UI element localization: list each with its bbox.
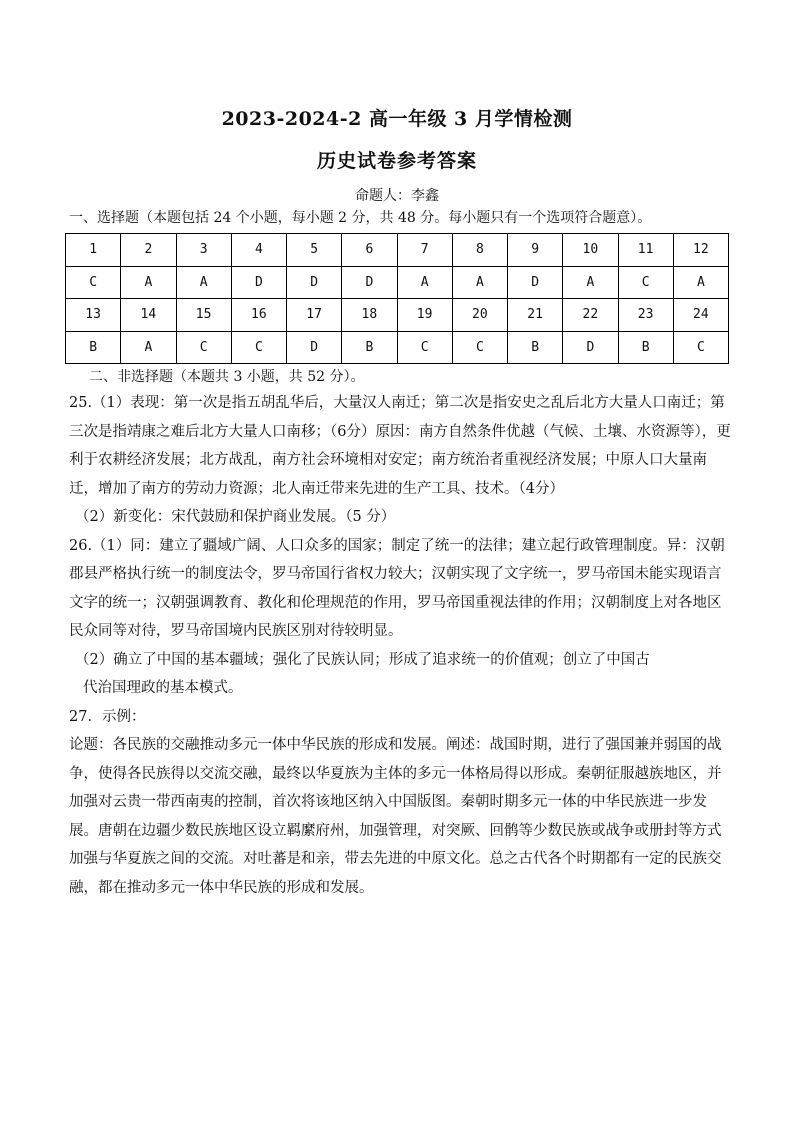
answer-table-row: [66, 266, 729, 299]
question-number-cell: 2: [121, 234, 176, 267]
section-2-heading: 二、非选择题（本题共 3 小题，共 52 分）。: [89, 369, 365, 385]
answer-letter-cell: A: [563, 266, 618, 299]
question-number-cell: 14: [121, 299, 176, 332]
answer-table: [65, 233, 729, 364]
answer-27-essay: 论题：各民族的交融推动多元一体中华民族的形成和发展。阐述：战国时期，进行了强国兼并弱国的战争，使得各民族得以交流交融，最终以华夏族为主体的多元一体格局得以形成。秦朝征服越族地区，并加强对云贵一带西南夷的控制，首次将该地区纳入中国版图。秦朝时期多元一体的中华民族进一步发展。唐朝在边疆少数民族地区设立羁縻府州，加强管理，对突厥、回鹘等少数民族或战争或册封等方式加强与华夏族之间的交流。对吐蕃是和亲，带去先进的中原文化。总之古代各个时期都有一定的民族交融，都在推动多元一体中华民族的形成和发展。: [69, 737, 722, 896]
answer-letter-cell: D: [508, 266, 563, 299]
answer-letter-cell: B: [618, 331, 673, 364]
answer-table-row: [66, 299, 729, 332]
question-number-cell: 24: [673, 299, 728, 332]
answer-letter-cell: D: [287, 331, 342, 364]
answer-letter-cell: A: [121, 331, 176, 364]
answer-25-part1: 25.（1）表现：第一次是指五胡乱华后，大量汉人南迁；第二次是指安史之乱后北方大量人口南迁；第三次是指靖康之难后北方大量人口南移；（6分）原因：南方自然条件优越（气候、土壤、水资源等），更利于农耕经济发展；北方战乱，南方社会环境相对安定；南方统治者重视经济发展；中原人口大量南迁，增加了南方的劳动力资源；北人南迁带来先进的生产工具、技术。（4分）: [69, 395, 731, 497]
question-number-cell: 15: [176, 299, 231, 332]
answer-letter-cell: C: [66, 266, 121, 299]
answer-25-part2: （2）新变化：宋代鼓励和保护商业发展。（5 分）: [75, 509, 396, 525]
answer-letter-cell: A: [397, 266, 452, 299]
answer-letter-cell: A: [452, 266, 507, 299]
answer-letter-cell: C: [452, 331, 507, 364]
answer-letter-cell: A: [176, 266, 231, 299]
question-number-cell: 10: [563, 234, 618, 267]
answer-table-row: [66, 234, 729, 267]
question-number-cell: 20: [452, 299, 507, 332]
answer-letter-cell: D: [231, 266, 286, 299]
question-number-cell: 21: [508, 299, 563, 332]
question-number-cell: 6: [342, 234, 397, 267]
question-number-cell: 5: [287, 234, 342, 267]
question-number-cell: 19: [397, 299, 452, 332]
answer-letter-cell: A: [673, 266, 728, 299]
answer-letter-cell: C: [397, 331, 452, 364]
question-number-cell: 13: [66, 299, 121, 332]
question-number-cell: 9: [508, 234, 563, 267]
question-number-cell: 18: [342, 299, 397, 332]
answer-27-label: 27．示例：: [69, 708, 146, 725]
answer-letter-cell: B: [342, 331, 397, 364]
question-number-cell: 11: [618, 234, 673, 267]
question-number-cell: 8: [452, 234, 507, 267]
document-title: 2023-2024-2 高一年级 3 月学情检测: [221, 108, 573, 130]
answer-body: [69, 389, 733, 902]
answer-letter-cell: B: [508, 331, 563, 364]
answer-letter-cell: C: [618, 266, 673, 299]
document-subtitle: 历史试卷参考答案: [316, 150, 477, 172]
answer-letter-cell: C: [176, 331, 231, 364]
answer-letter-cell: B: [66, 331, 121, 364]
question-number-cell: 22: [563, 299, 618, 332]
answer-26-part2: （2）确立了中国的基本疆域；强化了民族认同；形成了追求统一的价值观；创立了中国古: [75, 651, 650, 668]
question-number-cell: 1: [66, 234, 121, 267]
question-number-cell: 12: [673, 234, 728, 267]
answer-table-row: [66, 331, 729, 364]
author-line: 命题人：李鑫: [355, 188, 439, 204]
answer-letter-cell: C: [673, 331, 728, 364]
answer-letter-cell: D: [342, 266, 397, 299]
question-number-cell: 4: [231, 234, 286, 267]
answer-26-part1: 26.（1）同：建立了疆域广阔、人口众多的国家；制定了统一的法律；建立起行政管理制度。异：汉朝郡县严格执行统一的制度法令，罗马帝国行省权力较大；汉朝实现了文字统一，罗马帝国未能实现语言文字的统一；汉朝强调教育、教化和伦理规范的作用，罗马帝国重视法律的作用；汉朝制度上对各地区民众同等对待，罗马帝国境内民族区别对待较明显。: [69, 537, 725, 639]
answer-letter-cell: C: [231, 331, 286, 364]
section-1-heading: 一、选择题（本题包括 24 个小题，每小题 2 分，共 48 分。每小题只有一个选项符合题意）。: [69, 210, 652, 226]
question-number-cell: 23: [618, 299, 673, 332]
question-number-cell: 3: [176, 234, 231, 267]
answer-26-part2-cont: 代治国理政的基本模式。: [83, 680, 243, 696]
answer-letter-cell: D: [287, 266, 342, 299]
question-number-cell: 17: [287, 299, 342, 332]
answer-letter-cell: A: [121, 266, 176, 299]
question-number-cell: 16: [231, 299, 286, 332]
question-number-cell: 7: [397, 234, 452, 267]
answer-letter-cell: D: [563, 331, 618, 364]
